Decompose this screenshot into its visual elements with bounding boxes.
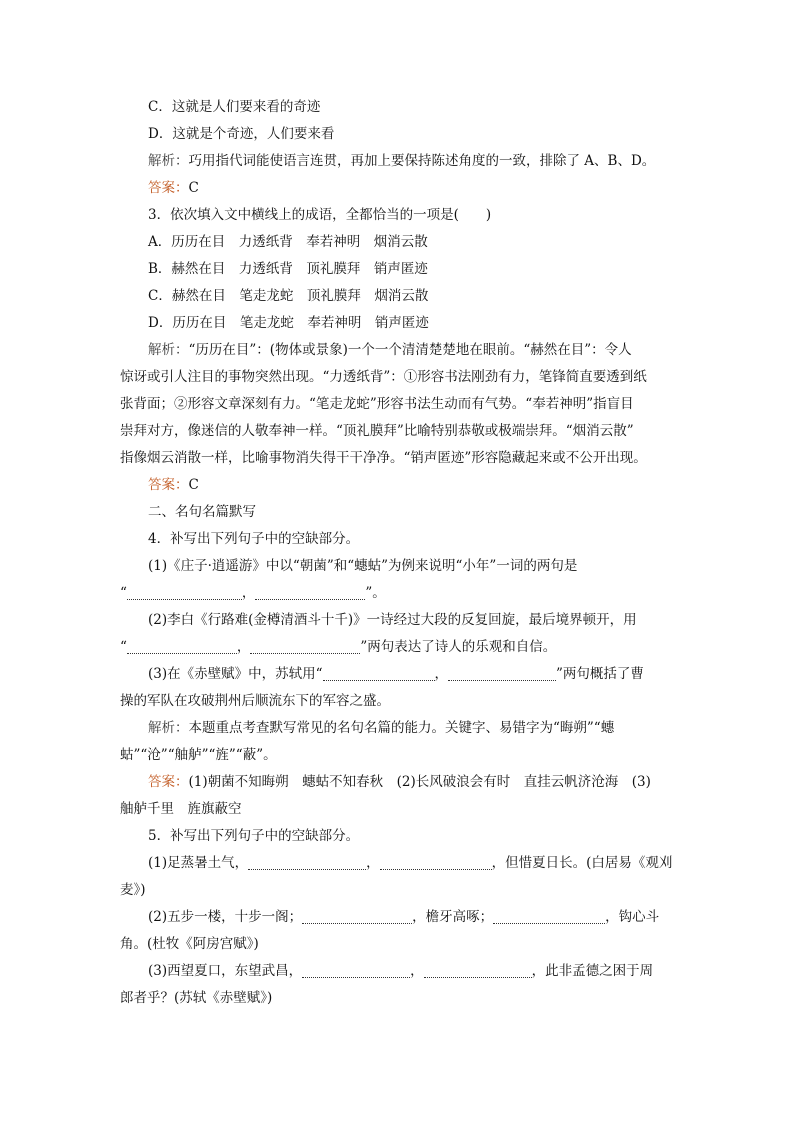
- question-3-option-b: B．赫然在目 力透纸背 顶礼膜拜 销声匿迹: [148, 261, 428, 277]
- answer-line: 答案：C: [148, 477, 199, 493]
- answer-continuation: 舳舻千里 旌旗蔽空: [120, 801, 242, 817]
- answer-label: 答案：: [148, 180, 189, 196]
- text-continuation: 麦》): [120, 882, 146, 898]
- fill-blank-line: (3)西望夏口，东望武昌， ， ，此非孟德之困于周: [148, 963, 654, 979]
- analysis-continuation: 惊讶或引人注目的事物突然出现。“力透纸背”：①形容书法刚劲有力，笔锋简直要透到纸: [120, 369, 647, 385]
- blank[interactable]: [380, 854, 492, 870]
- question-3-option-c: C．赫然在目 笔走龙蛇 顶礼膜拜 烟消云散: [148, 288, 429, 304]
- answer-line: 答案：(1)朝菌不知晦朔 蟪蛄不知春秋 (2)长风破浪会有时 直挂云帆济沧海 (3): [148, 774, 651, 790]
- fill-blank-line: (3)在《赤壁赋》中，苏轼用“ ， ”两句概括了曹: [148, 666, 644, 682]
- blank[interactable]: [127, 638, 237, 654]
- question-3-stem: 3．依次填入文中横线上的成语，全都恰当的一项是( ): [148, 207, 492, 223]
- question-3-option-d: D．历历在目 笔走龙蛇 奉若神明 销声匿迹: [148, 315, 429, 331]
- option-c-line: C．这就是人们要来看的奇迹: [148, 99, 321, 115]
- blank[interactable]: [323, 665, 435, 681]
- question-4-item-1: (1)《庄子·逍遥游》中以“朝菌”和“蟪蛄”为例来说明“小年”一词的两句是: [148, 558, 578, 574]
- blank[interactable]: [448, 665, 556, 681]
- blank[interactable]: [302, 908, 412, 924]
- analysis-continuation: 崇拜对方，像迷信的人敬奉神一样。“顶礼膜拜”比喻特别恭敬或极端崇拜。“烟消云散”: [120, 423, 634, 439]
- analysis-line: 解析：“历历在目”：(物体或景象)一个一个清清楚楚地在眼前。“赫然在目”：令人: [148, 342, 632, 358]
- blank[interactable]: [255, 584, 365, 600]
- analysis-line: 解析：本题重点考查默写常见的名句名篇的能力。关键字、易错字为“晦朔”“蟪: [148, 720, 615, 736]
- question-5-stem: 5．补写出下列句子中的空缺部分。: [148, 828, 360, 844]
- text-continuation: 角。(杜牧《阿房宫赋》): [120, 936, 259, 952]
- analysis-line: 解析：巧用指代词能使语言连贯，再加上要保持陈述角度的一致，排除了 A、B、D。: [148, 153, 656, 169]
- analysis-continuation: 蛄”“沧”“舳舻”“旌”“蔽”。: [120, 747, 277, 763]
- analysis-label: 解析：: [148, 153, 189, 169]
- section-heading: 二、名句名篇默写: [148, 504, 256, 520]
- analysis-label: 解析：: [148, 342, 189, 358]
- question-3-option-a: A．历历在目 力透纸背 奉若神明 烟消云散: [148, 234, 428, 250]
- answer-line: 答案：C: [148, 180, 199, 196]
- fill-blank-line: “ ， ”两句表达了诗人的乐观和自信。: [120, 639, 557, 655]
- analysis-label: 解析：: [148, 720, 189, 736]
- analysis-continuation: 张背面；②形容文章深刻有力。“笔走龙蛇”形容书法生动而有气势。“奉若神明”指盲目: [120, 396, 634, 412]
- blank[interactable]: [424, 962, 532, 978]
- text-continuation: 郎者乎？(苏轼《赤壁赋》): [120, 990, 273, 1006]
- fill-blank-line: (2)五步一楼，十步一阁； ，檐牙高啄； ，钩心斗: [148, 909, 660, 925]
- option-d-line: D．这就是个奇迹，人们要来看: [148, 126, 335, 142]
- question-4-item-2: (2)李白《行路难(金樽清酒斗十千)》一诗经过大段的反复回旋，最后境界顿开，用: [148, 612, 637, 628]
- fill-blank-line: (1)足蒸暑土气， ， ，但惜夏日长。(白居易《观刈: [148, 855, 673, 871]
- answer-label: 答案：: [148, 774, 189, 790]
- fill-blank-line: “ ， ”。: [120, 585, 386, 601]
- blank[interactable]: [250, 638, 360, 654]
- blank[interactable]: [127, 584, 242, 600]
- blank[interactable]: [302, 962, 410, 978]
- question-4-stem: 4．补写出下列句子中的空缺部分。: [148, 531, 360, 547]
- text-continuation: 操的军队在攻破荆州后顺流东下的军容之盛。: [120, 693, 390, 709]
- document-body: [120, 94, 676, 1012]
- blank[interactable]: [493, 908, 605, 924]
- blank[interactable]: [248, 854, 366, 870]
- analysis-continuation: 指像烟云消散一样，比喻事物消失得干干净净。“销声匿迹”形容隐藏起来或不公开出现。: [120, 450, 647, 466]
- answer-label: 答案：: [148, 477, 189, 493]
